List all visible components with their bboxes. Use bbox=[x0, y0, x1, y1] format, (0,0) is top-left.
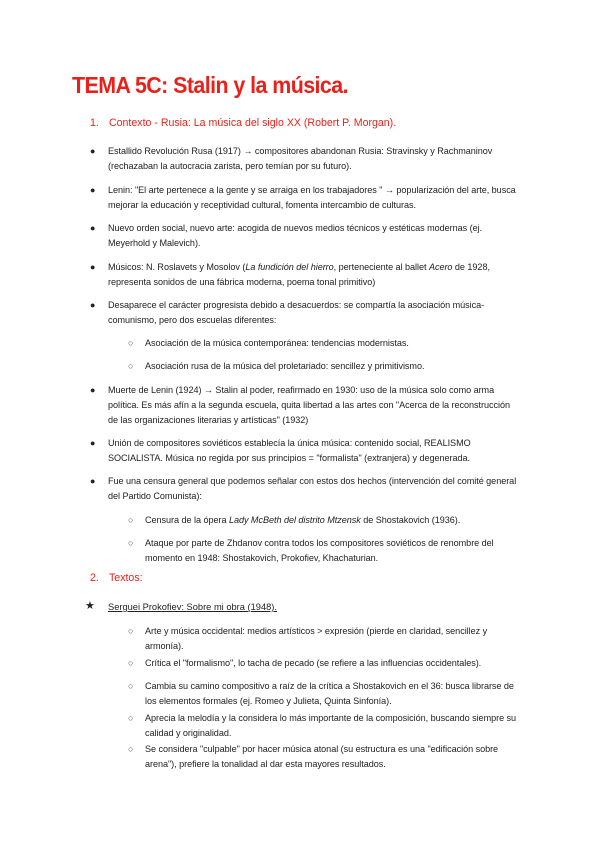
list-item-text bbox=[145, 515, 460, 525]
sub-list-item bbox=[128, 359, 525, 374]
list-item-text: Estallido Revolución Rusa (1917) → compositores abandonan Rusia: Stravinsky y Rachmaninov (rechazaban la autocracia zarista, pero temían por su futuro). bbox=[108, 146, 493, 171]
text-run: Censura de la ópera bbox=[145, 515, 229, 525]
list-item-text: Fue una censura general que podemos señalar con estos dos hechos (intervención del comité general del Partido Comunista): bbox=[108, 476, 517, 501]
work-title: La fundición del hierro bbox=[245, 262, 334, 272]
work-title: Acero bbox=[428, 262, 453, 272]
text-reference bbox=[85, 600, 277, 615]
list-item bbox=[90, 144, 522, 174]
list-item-text bbox=[108, 262, 490, 287]
section-label: Contexto - Rusia: La música del siglo XX (Robert P. Morgan). bbox=[109, 117, 397, 129]
text-run: de 1928, representa sonidos de una fábrica moderna, poema tonal primitivo) bbox=[108, 262, 490, 287]
sub-list-item bbox=[128, 656, 525, 671]
list-item-text: Lenin: "El arte pertenece a la gente y se arraiga en los trabajadores " → popularización del arte, busca mejorar la educación y receptividad cultural, fomenta intercambio de culturas. bbox=[108, 185, 516, 210]
bullet-icon: ● bbox=[90, 185, 96, 195]
section-heading-texts bbox=[90, 572, 143, 584]
section-heading-context bbox=[90, 117, 396, 129]
section-number: 1. bbox=[90, 117, 99, 129]
page-title: TEMA 5C: Stalin y la música. bbox=[72, 72, 349, 98]
sub-list-item bbox=[128, 536, 525, 566]
list-item-text: Aprecia la melodía y la considera lo más importante de la composición, buscando siempre su calidad y originalidad. bbox=[145, 713, 517, 738]
list-item bbox=[90, 436, 522, 466]
list-item-text: Nuevo orden social, nuevo arte: acogida de nuevos medios técnicos y estéticas modernas (ej. Meyerhold y Malevich). bbox=[108, 223, 483, 248]
sub-list-item bbox=[128, 711, 525, 741]
sub-bullet-icon: ○ bbox=[128, 361, 134, 371]
sub-bullet-icon: ○ bbox=[128, 713, 134, 723]
bullet-icon: ● bbox=[90, 476, 96, 486]
bullet-icon: ● bbox=[90, 223, 96, 233]
bullet-icon: ● bbox=[90, 385, 96, 395]
bullet-icon: ● bbox=[90, 146, 96, 156]
sub-bullet-icon: ○ bbox=[128, 538, 134, 548]
work-title: Lady McBeth del distrito Mtzensk bbox=[228, 515, 361, 525]
list-item bbox=[90, 298, 522, 328]
sub-list-item bbox=[128, 679, 525, 709]
list-item-text: Asociación rusa de la música del proletariado: sencillez y primitivismo. bbox=[145, 361, 425, 371]
sub-list-item bbox=[128, 336, 525, 351]
bullet-icon: ● bbox=[90, 262, 96, 272]
section-label: Textos: bbox=[109, 572, 143, 584]
star-icon: ★ bbox=[85, 600, 95, 612]
list-item bbox=[90, 383, 522, 428]
text-run: de Shostakovich (1936). bbox=[360, 515, 461, 525]
bullet-icon: ● bbox=[90, 300, 96, 310]
list-item-text: Desaparece el carácter progresista debido a desacuerdos: se compartía la asociación música-comunismo, pero dos escuelas diferentes: bbox=[108, 300, 485, 325]
sub-list-item bbox=[128, 742, 525, 772]
bullet-icon: ● bbox=[90, 438, 96, 448]
sub-bullet-icon: ○ bbox=[128, 744, 134, 754]
list-item-text: Arte y música occidental: medios artísticos > expresión (pierde en claridad, sencillez y armonía). bbox=[145, 626, 488, 651]
sub-list-item bbox=[128, 624, 525, 654]
text-run: , perteneciente al ballet bbox=[333, 262, 429, 272]
sub-bullet-icon: ○ bbox=[128, 338, 134, 348]
list-item-text: Unión de compositores soviéticos establecía la única música: contenido social, REALISMO SOCIALISTA. Música no regida por sus principios = "formalista" (extranjera) y degenerada. bbox=[108, 438, 471, 463]
sub-list-item bbox=[128, 513, 525, 528]
list-item-text: Ataque por parte de Zhdanov contra todos los compositores soviéticos de renombre del momento en 1948: Shostakovich, Prokofiev, Khachaturian. bbox=[145, 538, 494, 563]
list-item bbox=[90, 221, 522, 251]
sub-bullet-icon: ○ bbox=[128, 658, 134, 668]
list-item bbox=[90, 183, 522, 213]
list-item-text: Cambia su camino compositivo a raíz de la crítica a Shostakovich en el 36: busca librarse de los elementos formales (ej. Romeo y Julieta, Quinta Sinfonía). bbox=[145, 681, 514, 706]
list-item bbox=[90, 260, 522, 290]
list-item-text: Asociación de la música contemporánea: tendencias modernistas. bbox=[145, 338, 409, 348]
sub-bullet-icon: ○ bbox=[128, 626, 134, 636]
text-run: Músicos: N. Roslavets y Mosolov ( bbox=[108, 262, 246, 272]
list-item bbox=[90, 474, 522, 504]
list-item-text: Muerte de Lenin (1924) → Stalin al poder, reafirmado en 1930: uso de la música solo como arma política. Es más afín a la segunda escuela, quita libertad a las artes con "Acerca de la reconstrucción de las organizaciones literarias y artísticas" (1932) bbox=[108, 385, 510, 425]
sub-bullet-icon: ○ bbox=[128, 681, 134, 691]
list-item-text: Crítica el "formalismo", lo tacha de pecado (se refiere a las influencias occidentales). bbox=[145, 658, 482, 668]
text-reference-title: Serguei Prokofiev: Sobre mi obra (1948). bbox=[108, 602, 277, 612]
sub-bullet-icon: ○ bbox=[128, 515, 134, 525]
section-number: 2. bbox=[90, 572, 99, 584]
list-item-text: Se considera "culpable" por hacer música atonal (su estructura es una "edificación sobre arena"), prefiere la tonalidad al dar esta mayores resultados. bbox=[145, 744, 499, 769]
